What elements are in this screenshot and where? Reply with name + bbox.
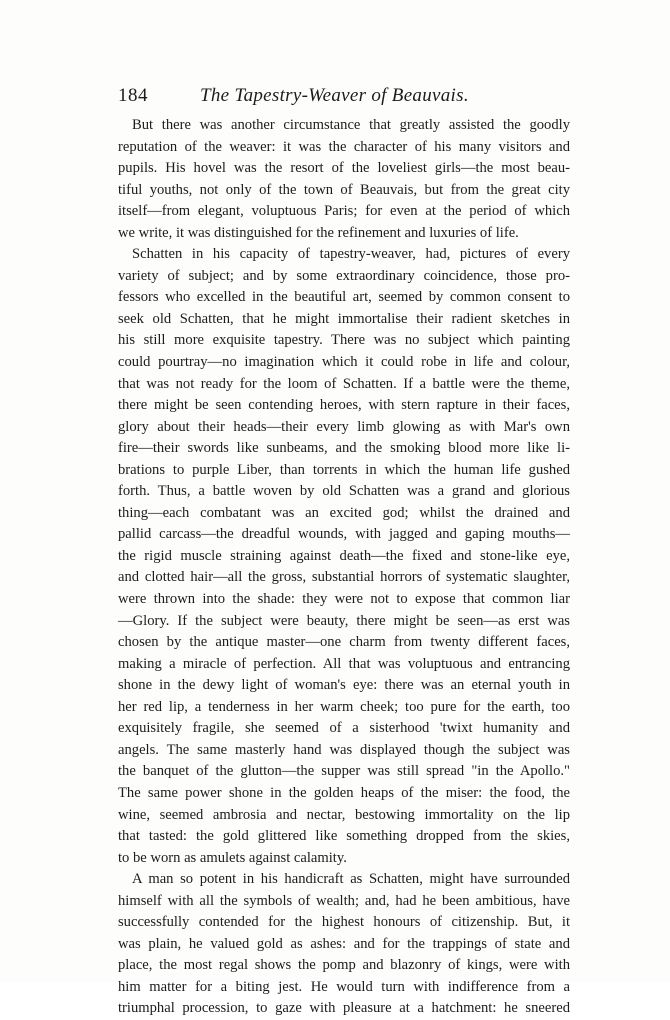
text-line: itself—from elegant, voluptuous Paris; for even at the period of which <box>118 203 570 220</box>
text-line: tiful youths, not only of the town of Beauvais, but from the great city <box>118 181 570 198</box>
text-line: making a miracle of perfection. All that was voluptuous and entrancing <box>118 655 570 672</box>
text-line: was plain, he valued gold as ashes: and for the trappings of state and <box>118 935 570 952</box>
text-line: pallid carcass—the dreadful wounds, with jagged and gaping mouths— <box>118 526 570 543</box>
text-line: A man so potent in his handicraft as Schatten, might have surrounded <box>132 871 570 888</box>
paragraph <box>118 244 570 869</box>
text-line: fessors who excelled in the beautiful art, seemed by common consent to <box>118 289 570 306</box>
text-line: angels. The same masterly hand was displayed though the subject was <box>118 741 570 758</box>
text-line: seek old Schatten, that he might immortalise their radient sketches in <box>118 310 570 327</box>
text-line: there might be seen contending heroes, with stern rapture in their faces, <box>118 397 570 414</box>
text-line: his still more exquisite tapestry. There was no subject which painting <box>118 332 570 349</box>
text-line: him matter for a biting jest. He would turn with indifference from a <box>118 978 570 995</box>
text-line: shone in the dewy light of woman's eye: there was an eternal youth in <box>118 677 570 694</box>
text-line: the rigid muscle straining against death—the fixed and stone-like eye, <box>118 547 570 564</box>
body-text <box>118 115 570 1020</box>
text-line: that tasted: the gold glittered like something dropped from the skies, <box>118 828 570 845</box>
running-title: The Tapestry-Weaver of Beauvais. <box>200 85 469 106</box>
text-line: —Glory. If the subject were beauty, there might be seen—as erst was <box>118 612 570 629</box>
page-number: 184 <box>118 85 148 106</box>
text-line: glory about their heads—their every limb glowing as with Mar's own <box>118 418 570 435</box>
text-line: But there was another circumstance that greatly assisted the goodly <box>132 117 570 133</box>
text-line: we write, it was distinguished for the refinement and luxuries of life. <box>118 224 519 241</box>
page-header <box>118 85 588 109</box>
text-line: and clotted hair—all the gross, substantial horrors of systematic slaughter, <box>118 569 570 586</box>
paragraph <box>118 115 570 244</box>
text-line: her red lip, a tenderness in her warm cheek; too pure for the earth, too <box>118 698 570 715</box>
text-line: wine, seemed ambrosia and nectar, bestowing immortality on the lip <box>118 806 570 823</box>
text-line: the banquet of the glutton—the supper was still spread "in the Apollo." <box>118 763 570 780</box>
text-line: fire—their swords like sunbeams, and the smoking blood more like li- <box>118 440 570 457</box>
text-line: The same power shone in the golden heaps of the miser: the food, the <box>118 784 570 801</box>
text-line: to be worn as amulets against calamity. <box>118 849 347 866</box>
text-line: place, the most regal shows the pomp and blazonry of kings, were with <box>118 957 570 974</box>
text-line: were thrown into the shade: they were not to expose that common liar <box>118 591 570 608</box>
text-line: variety of subject; and by some extraordinary coincidence, those pro- <box>118 267 570 284</box>
text-line: exquisitely fragile, she seemed of a sisterhood 'twixt humanity and <box>118 720 570 737</box>
text-line: thing—each combatant was an excited god; whilst the drained and <box>118 504 570 521</box>
text-line: reputation of the weaver: it was the character of his many visitors and <box>118 138 570 155</box>
text-line: brations to purple Liber, than torrents in which the human life gushed <box>118 461 570 478</box>
text-line: triumphal procession, to gaze with pleasure at a hatchment: he sneered <box>118 1000 570 1017</box>
text-line: successfully contended for the highest honours of citizenship. But, it <box>118 914 570 931</box>
text-line: Schatten in his capacity of tapestry-weaver, had, pictures of every <box>132 246 570 263</box>
text-line: himself with all the symbols of wealth; and, had he been ambitious, have <box>118 892 570 909</box>
text-line: pupils. His hovel was the resort of the loveliest girls—the most beau- <box>118 160 570 177</box>
paragraph <box>118 869 570 1020</box>
text-line: that was not ready for the loom of Schatten. If a battle were the theme, <box>118 375 570 392</box>
text-line: forth. Thus, a battle woven by old Schatten was a grand and glorious <box>118 483 570 500</box>
text-line: chosen by the antique master—one charm from twenty different faces, <box>118 634 570 651</box>
text-line: could pourtray—no imagination which it could robe in life and colour, <box>118 354 570 371</box>
